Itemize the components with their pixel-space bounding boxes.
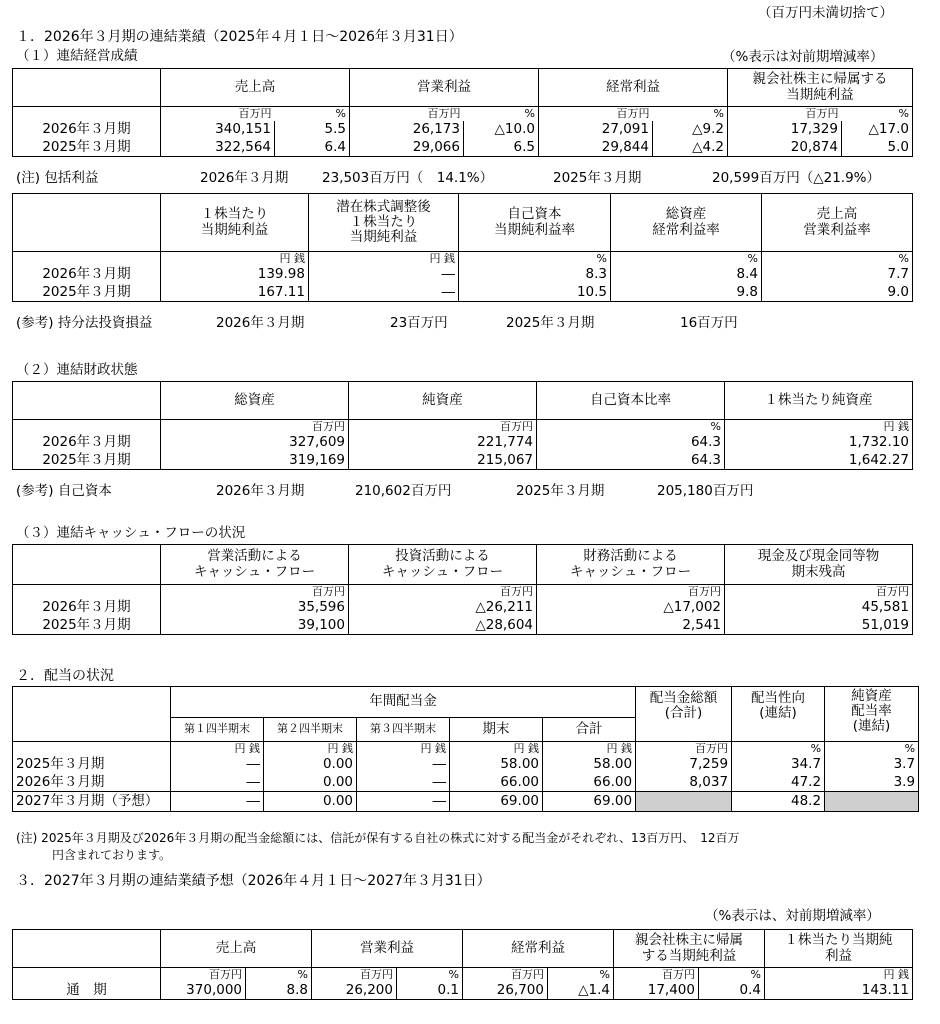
cell: 17,400: [614, 982, 699, 1000]
cash-flow-table: [12, 544, 913, 635]
row-label: 2025年３月期: [13, 139, 161, 157]
cell: △26,211: [349, 599, 537, 617]
unit: 百万円: [161, 585, 349, 599]
header-payout-ratio: 配当性向 (連結): [732, 687, 825, 742]
cell: 5.5: [275, 121, 350, 139]
comprehensive-income-label: (注) 包括利益: [16, 170, 99, 186]
cell: 0.00: [264, 774, 357, 792]
cell: 8.4: [611, 266, 762, 284]
unit: %: [762, 252, 913, 266]
cell: 340,151: [161, 121, 275, 139]
cell: 8,037: [636, 774, 732, 792]
unit: 百万円: [636, 742, 732, 756]
header-net-assets: 純資産: [349, 382, 537, 420]
unit: %: [464, 107, 539, 121]
cell: 0.00: [264, 756, 357, 774]
dividend-table: [12, 686, 919, 812]
cell: ―: [171, 792, 264, 812]
unit: 百万円: [463, 968, 548, 982]
cell: 9.8: [611, 284, 762, 302]
cell: 0.4: [699, 982, 765, 1000]
unit: %: [459, 252, 611, 266]
cell: 47.2: [732, 774, 825, 792]
unit: 百万円: [161, 968, 246, 982]
header-eps: １株当たり 当期純利益: [161, 194, 309, 252]
cell: 7,259: [636, 756, 732, 774]
cell: 221,774: [349, 434, 537, 452]
cell: 8.8: [246, 982, 312, 1000]
unit: 百万円: [349, 585, 537, 599]
equity-capital-period-2: 2025年３月期: [516, 483, 605, 499]
cell: 64.3: [537, 434, 725, 452]
unit: 円 銭: [725, 420, 913, 434]
unit: %: [548, 968, 614, 982]
unit: 円 銭: [543, 742, 636, 756]
row-label: 2025年３月期: [13, 617, 161, 635]
cell: 20,874: [728, 139, 842, 157]
equity-method-period-1: 2026年３月期: [216, 315, 305, 331]
cell: 0.1: [397, 982, 463, 1000]
header-roa: 総資産 経常利益率: [611, 194, 762, 252]
cell: 58.00: [543, 756, 636, 774]
unit: 円 銭: [309, 252, 459, 266]
cell: 34.7: [732, 756, 825, 774]
cell: ―: [357, 792, 450, 812]
header-blank: [13, 194, 161, 252]
unit: %: [611, 252, 762, 266]
equity-method-value-2: 16百万円: [680, 315, 738, 331]
cell: 27,091: [539, 121, 653, 139]
header-bps: １株当たり純資産: [725, 382, 913, 420]
header-net-income: 親会社株主に帰属する 当期純利益: [728, 69, 913, 107]
cell: 17,329: [728, 121, 842, 139]
cell: 2,541: [537, 617, 725, 635]
cell: ―: [171, 774, 264, 792]
cell: 69.00: [543, 792, 636, 812]
cell: 370,000: [161, 982, 246, 1000]
header-year-end: 期末: [450, 718, 543, 742]
cell: 0.00: [264, 792, 357, 812]
unit: %: [842, 107, 913, 121]
unit: %: [732, 742, 825, 756]
financial-position-table: [12, 381, 913, 470]
equity-capital-label: (参考) 自己資本: [16, 483, 112, 499]
cell: 29,844: [539, 139, 653, 157]
cell: ―: [309, 266, 459, 284]
unit: 円 銭: [765, 968, 913, 982]
cell: △10.0: [464, 121, 539, 139]
unit: %: [275, 107, 350, 121]
equity-capital-period-1: 2026年３月期: [216, 483, 305, 499]
cell: 3.7: [825, 756, 919, 774]
unit: %: [825, 742, 919, 756]
header-financing-cf: 財務活動による キャッシュ・フロー: [537, 545, 725, 585]
unit: 円 銭: [264, 742, 357, 756]
row-label-forecast: 2027年３月期（予想）: [13, 792, 171, 812]
equity-method-value-1: 23百万円: [390, 315, 448, 331]
row-label: 通 期: [13, 982, 161, 1000]
row-label: 2026年３月期: [13, 121, 161, 139]
cell: 1,732.10: [725, 434, 913, 452]
comprehensive-income-value-2: 20,599百万円（△21.9%）: [712, 170, 881, 186]
header-q3: 第３四半期末: [357, 718, 450, 742]
forecast-table: [12, 929, 913, 1000]
header-blank: [13, 545, 161, 585]
cell: 139.98: [161, 266, 309, 284]
subsection-1-title: （１）連結経営成績: [16, 48, 138, 64]
row-label: 2026年３月期: [13, 434, 161, 452]
unit: 円 銭: [450, 742, 543, 756]
row-label: 2025年３月期: [13, 284, 161, 302]
row-label: 2026年３月期: [13, 266, 161, 284]
header-blank: [13, 69, 161, 107]
section-2-title: ２．配当の状況: [16, 668, 114, 684]
header-total-dividend: 配当金総額 (合計): [636, 687, 732, 742]
cell-shaded: [825, 792, 919, 812]
equity-method-period-2: 2025年３月期: [506, 315, 595, 331]
cell: 319,169: [161, 452, 349, 470]
header-ordinary-income: 経常利益: [463, 930, 614, 968]
header-total: 合計: [543, 718, 636, 742]
unit: 百万円: [349, 420, 537, 434]
subsection-2-title: （２）連結財政状態: [16, 362, 138, 378]
header-q2: 第２四半期末: [264, 718, 357, 742]
unit: 円 銭: [161, 252, 309, 266]
comprehensive-income-period-1: 2026年３月期: [200, 170, 289, 186]
cell: ―: [357, 774, 450, 792]
unit: 百万円: [161, 107, 275, 121]
header-ordinary-income: 経常利益: [539, 69, 728, 107]
header-net-income: 親会社株主に帰属 する当期純利益: [614, 930, 765, 968]
comprehensive-income-value-1: 23,503百万円（ 14.1%）: [322, 170, 494, 186]
header-blank: [13, 930, 161, 968]
cell: ―: [309, 284, 459, 302]
cell: 9.0: [762, 284, 913, 302]
dividend-note-line-1: (注) 2025年３月期及び2026年３月期の配当金総額には、信託が保有する自社の株式に対する配当金がそれぞれ、13百万円、 12百万: [16, 831, 740, 845]
unit: 百万円: [614, 968, 699, 982]
cell: ―: [357, 756, 450, 774]
subsection-3-title: （３）連結キャッシュ・フローの状況: [16, 525, 246, 541]
unit: 百万円: [161, 420, 349, 434]
cell: 7.7: [762, 266, 913, 284]
header-diluted-eps: 潜在株式調整後 １株当たり 当期純利益: [309, 194, 459, 252]
cell: 45,581: [725, 599, 913, 617]
cell: 6.5: [464, 139, 539, 157]
cell: 143.11: [765, 982, 913, 1000]
unit: %: [397, 968, 463, 982]
cell: △4.2: [653, 139, 728, 157]
row-label: 2026年３月期: [13, 774, 171, 792]
cell: △9.2: [653, 121, 728, 139]
unit-blank: [13, 252, 161, 266]
cell: 66.00: [543, 774, 636, 792]
cell: 51,019: [725, 617, 913, 635]
header-operating-income: 営業利益: [312, 930, 463, 968]
header-blank: [13, 687, 171, 742]
cell: 167.11: [161, 284, 309, 302]
unit-blank: [13, 107, 161, 121]
cell: 1,642.27: [725, 452, 913, 470]
row-label: 2025年３月期: [13, 452, 161, 470]
header-operating-income: 営業利益: [350, 69, 539, 107]
row-label: 2026年３月期: [13, 599, 161, 617]
cell: △1.4: [548, 982, 614, 1000]
unit: 百万円: [350, 107, 464, 121]
header-sales: 売上高: [161, 69, 350, 107]
cell: 5.0: [842, 139, 913, 157]
cell: 322,564: [161, 139, 275, 157]
unit: %: [653, 107, 728, 121]
cell: △17.0: [842, 121, 913, 139]
cell: ―: [171, 756, 264, 774]
unit-note: （百万円未満切捨て）: [758, 5, 893, 21]
unit: %: [699, 968, 765, 982]
header-annual-dividend: 年間配当金: [171, 687, 636, 718]
cell: △28,604: [349, 617, 537, 635]
header-cash-balance: 現金及び現金同等物 期末残高: [725, 545, 913, 585]
header-operating-margin: 売上高 営業利益率: [762, 194, 913, 252]
unit: 円 銭: [357, 742, 450, 756]
per-share-ratio-table: [12, 193, 913, 302]
header-investing-cf: 投資活動による キャッシュ・フロー: [349, 545, 537, 585]
cell: 39,100: [161, 617, 349, 635]
cell: 215,067: [349, 452, 537, 470]
unit-blank: [13, 420, 161, 434]
unit-blank: [13, 968, 161, 982]
cell-shaded: [636, 792, 732, 812]
operating-results-table: [12, 68, 913, 157]
comprehensive-income-period-2: 2025年３月期: [553, 170, 642, 186]
equity-method-label: (参考) 持分法投資損益: [16, 315, 153, 331]
unit: 百万円: [312, 968, 397, 982]
unit-blank: [13, 585, 161, 599]
header-operating-cf: 営業活動による キャッシュ・フロー: [161, 545, 349, 585]
header-total-assets: 総資産: [161, 382, 349, 420]
cell: 327,609: [161, 434, 349, 452]
cell: 48.2: [732, 792, 825, 812]
unit: %: [537, 420, 725, 434]
unit: 百万円: [539, 107, 653, 121]
cell: 6.4: [275, 139, 350, 157]
unit: 百万円: [537, 585, 725, 599]
equity-capital-value-2: 205,180百万円: [657, 483, 754, 499]
dividend-note-line-2: 円含まれております。: [52, 848, 172, 862]
cell: △17,002: [537, 599, 725, 617]
cell: 8.3: [459, 266, 611, 284]
cell: 26,173: [350, 121, 464, 139]
cell: 58.00: [450, 756, 543, 774]
unit: %: [246, 968, 312, 982]
cell: 3.9: [825, 774, 919, 792]
cell: 69.00: [450, 792, 543, 812]
header-roe: 自己資本 当期純利益率: [459, 194, 611, 252]
section-3-title: ３．2027年３月期の連結業績予想（2026年４月１日～2027年３月31日）: [16, 873, 491, 889]
cell: 10.5: [459, 284, 611, 302]
cell: 35,596: [161, 599, 349, 617]
header-equity-ratio: 自己資本比率: [537, 382, 725, 420]
header-blank: [13, 382, 161, 420]
cell: 26,200: [312, 982, 397, 1000]
cell: 29,066: [350, 139, 464, 157]
section-1-title: １．2026年３月期の連結業績（2025年４月１日～2026年３月31日）: [16, 29, 463, 45]
subsection-1-note: （%表示は対前期増減率）: [722, 49, 884, 65]
header-sales: 売上高: [161, 930, 312, 968]
cell: 64.3: [537, 452, 725, 470]
unit: 百万円: [725, 585, 913, 599]
unit: 百万円: [728, 107, 842, 121]
header-eps: １株当たり当期純 利益: [765, 930, 913, 968]
unit-blank: [13, 742, 171, 756]
row-label: 2025年３月期: [13, 756, 171, 774]
header-q1: 第１四半期末: [171, 718, 264, 742]
equity-capital-value-1: 210,602百万円: [355, 483, 452, 499]
header-doe: 純資産 配当率 (連結): [825, 687, 919, 742]
cell: 26,700: [463, 982, 548, 1000]
cell: 66.00: [450, 774, 543, 792]
unit: 円 銭: [171, 742, 264, 756]
forecast-note: （%表示は、対前期増減率）: [705, 908, 880, 924]
